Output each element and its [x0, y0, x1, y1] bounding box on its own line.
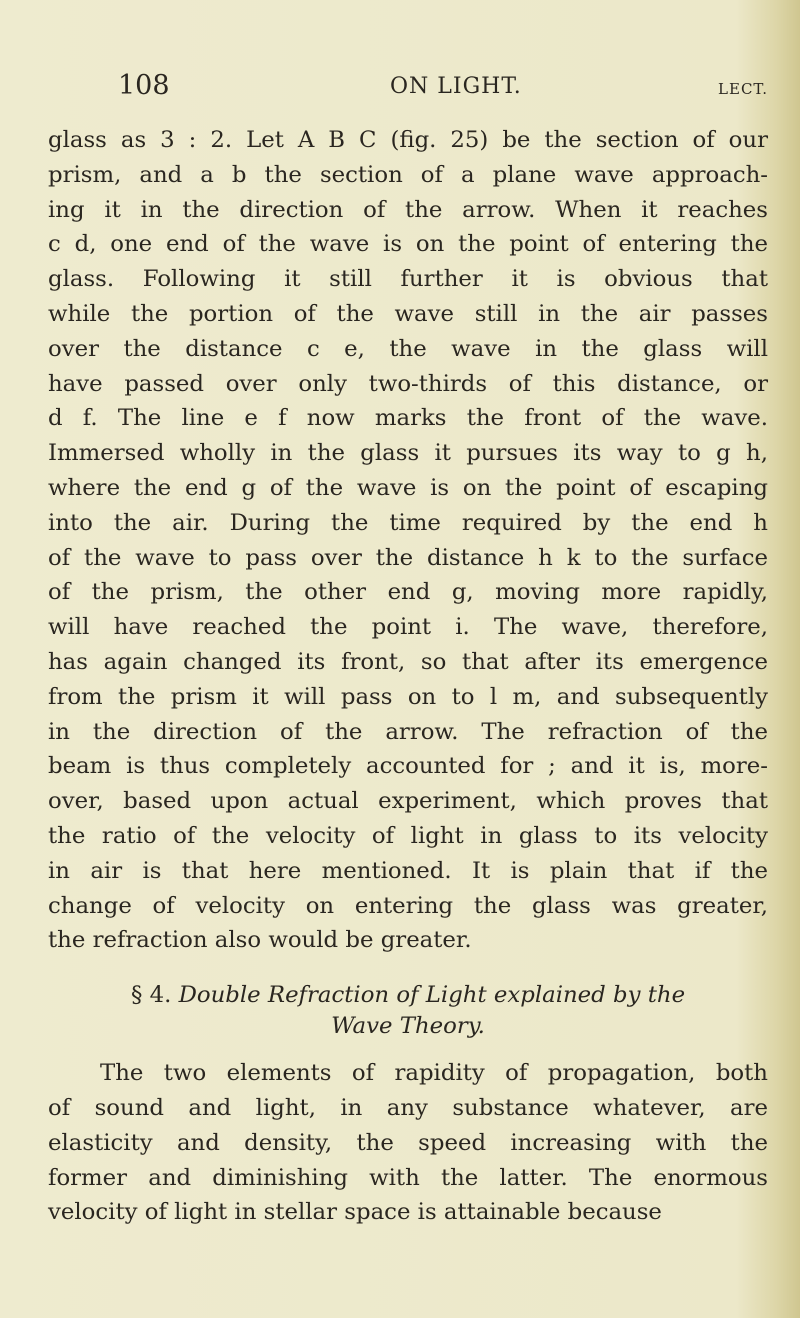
text-line: from the prism it will pass on to l m, and subsequently: [48, 683, 768, 710]
text-line: change of velocity on entering the glass was greater,: [48, 892, 768, 919]
text-line: has again changed its front, so that after its emergence: [48, 648, 768, 675]
paragraph-double-refraction: [48, 1056, 768, 1230]
text-line: d f. The line e f now marks the front of the wave.: [48, 405, 768, 432]
text-line: have passed over only two-thirds of this distance, or: [48, 370, 768, 397]
text-line: c d, one end of the wave is on the point of entering the: [48, 231, 768, 258]
section-number: § 4.: [130, 982, 172, 1009]
section-title-line1: Double Refraction of Light explained by the: [178, 982, 686, 1009]
text-line: over the distance c e, the wave in the glass will: [48, 335, 768, 362]
text-line: beam is thus completely accounted for ; and it is, more-: [48, 753, 768, 780]
text-line: Immersed wholly in the glass it pursues its way to g h,: [48, 440, 768, 467]
text-line: of the prism, the other end g, moving more rapidly,: [48, 579, 768, 606]
text-line: the refraction also would be greater.: [48, 927, 472, 954]
text-line: in air is that here mentioned. It is plain that if the: [48, 857, 768, 884]
text-line: where the end g of the wave is on the point of escaping: [48, 474, 768, 501]
text-line: over, based upon actual experiment, which proves that: [48, 788, 768, 815]
text-line: prism, and a b the section of a plane wave approach-: [48, 161, 768, 188]
text-line: of the wave to pass over the distance h k to the surface: [48, 544, 768, 571]
text-line: ing it in the direction of the arrow. When it reaches: [48, 196, 768, 223]
page-body: [48, 123, 768, 1230]
running-title: ON LIGHT.: [390, 74, 522, 99]
section-tag: LECT.: [718, 80, 768, 98]
text-line: elasticity and density, the speed increasing with the: [48, 1129, 768, 1156]
text-line: the ratio of the velocity of light in glass to its velocity: [48, 822, 768, 849]
page-number: 108: [118, 70, 170, 101]
page-header: [118, 70, 768, 110]
text-line: in the direction of the arrow. The refraction of the: [48, 718, 768, 745]
text-line: former and diminishing with the latter. The enormous: [48, 1164, 768, 1191]
text-line: The two elements of rapidity of propagation, both: [100, 1060, 768, 1087]
text-line: glass as 3 : 2. Let A B C (fig. 25) be the section of our: [48, 127, 768, 153]
text-line: velocity of light in stellar space is attainable because: [48, 1199, 662, 1226]
paragraph-refraction: [48, 123, 768, 958]
text-line: will have reached the point i. The wave, therefore,: [48, 614, 768, 641]
text-line: into the air. During the time required by the end h: [48, 509, 768, 536]
text-line: of sound and light, in any substance whatever, are: [48, 1094, 768, 1121]
section-title-line2: Wave Theory.: [331, 1013, 485, 1040]
section-heading: [48, 980, 768, 1042]
text-line: while the portion of the wave still in the air passes: [48, 300, 768, 327]
text-line: glass. Following it still further it is obvious that: [48, 266, 768, 293]
